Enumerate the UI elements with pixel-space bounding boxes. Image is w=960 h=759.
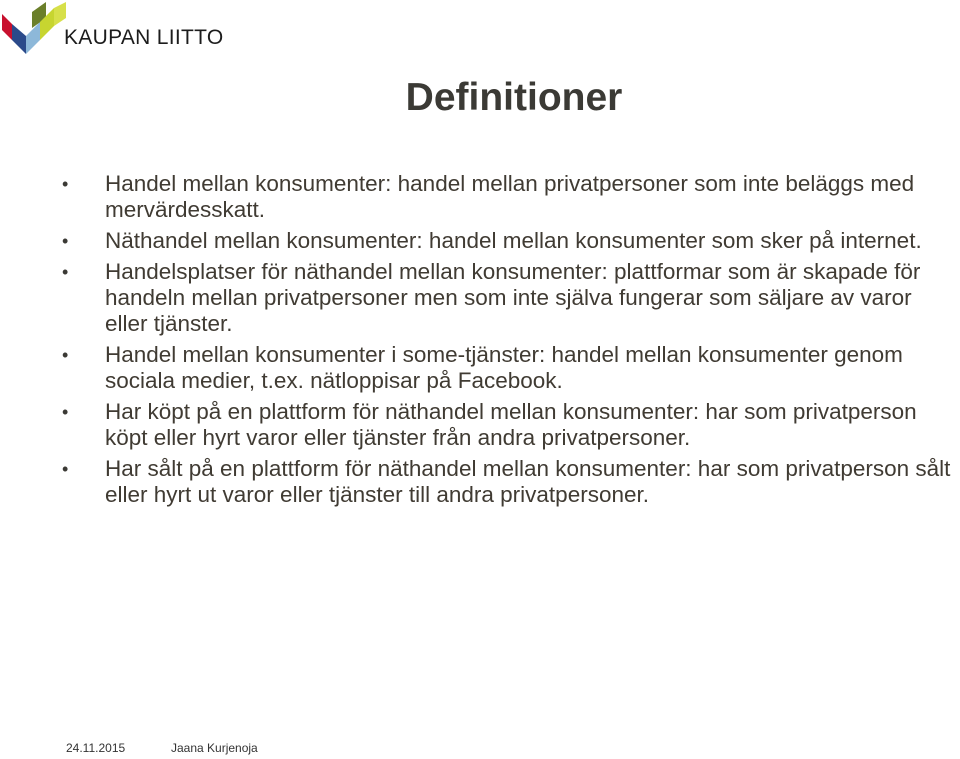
definition-item: [62, 456, 957, 508]
definition-item: [62, 399, 957, 451]
definition-text: Har köpt på en plattform för näthandel mellan konsumenter: har som privatperson köpt eller hyrt varor eller tjänster från andra privatpersoner.: [105, 399, 917, 450]
footer-date: 24.11.2015: [66, 741, 126, 755]
bullet-icon: •: [62, 262, 69, 282]
definition-text: Handel mellan konsumenter i some-tjänster: handel mellan konsumenter genom sociala medier, t.ex. nätloppisar på Facebook.: [105, 342, 903, 393]
definition-text: Näthandel mellan konsumenter: handel mellan konsumenter som sker på internet.: [105, 228, 922, 253]
definition-text: Handelsplatser för näthandel mellan konsumenter: plattformar som är skapade för handeln mellan privatpersoner men som inte själva fungerar som säljare av varor eller tjänster.: [105, 259, 921, 336]
kaupan-liitto-logo-mark-icon: [2, 2, 68, 60]
slide-title: Definitioner: [405, 76, 623, 119]
logo-chevron-red: [2, 14, 12, 40]
definition-item: [62, 342, 957, 394]
definition-item: [62, 259, 957, 337]
bullet-icon: •: [62, 345, 69, 365]
definition-item: [62, 171, 957, 223]
definition-list: [62, 171, 957, 513]
bullet-icon: •: [62, 402, 69, 422]
definition-text: Handel mellan konsumenter: handel mellan privatpersoner som inte beläggs med mervärdesskatt.: [105, 171, 915, 222]
logo-chevron-yellow: [54, 2, 66, 26]
bullet-icon: •: [62, 231, 69, 251]
footer-author: Jaana Kurjenoja: [171, 741, 258, 755]
bullet-icon: •: [62, 174, 69, 194]
logo-chevron-navy: [12, 24, 26, 54]
logo-wordmark: KAUPAN LIITTO: [64, 26, 224, 49]
kaupan-liitto-logo: [0, 0, 224, 62]
definition-text: Har sålt på en plattform för näthandel mellan konsumenter: har som privatperson sålt eller hyrt ut varor eller tjänster till andra privatpersoner.: [105, 456, 951, 507]
definition-item: [62, 228, 957, 254]
bullet-icon: •: [62, 459, 69, 479]
